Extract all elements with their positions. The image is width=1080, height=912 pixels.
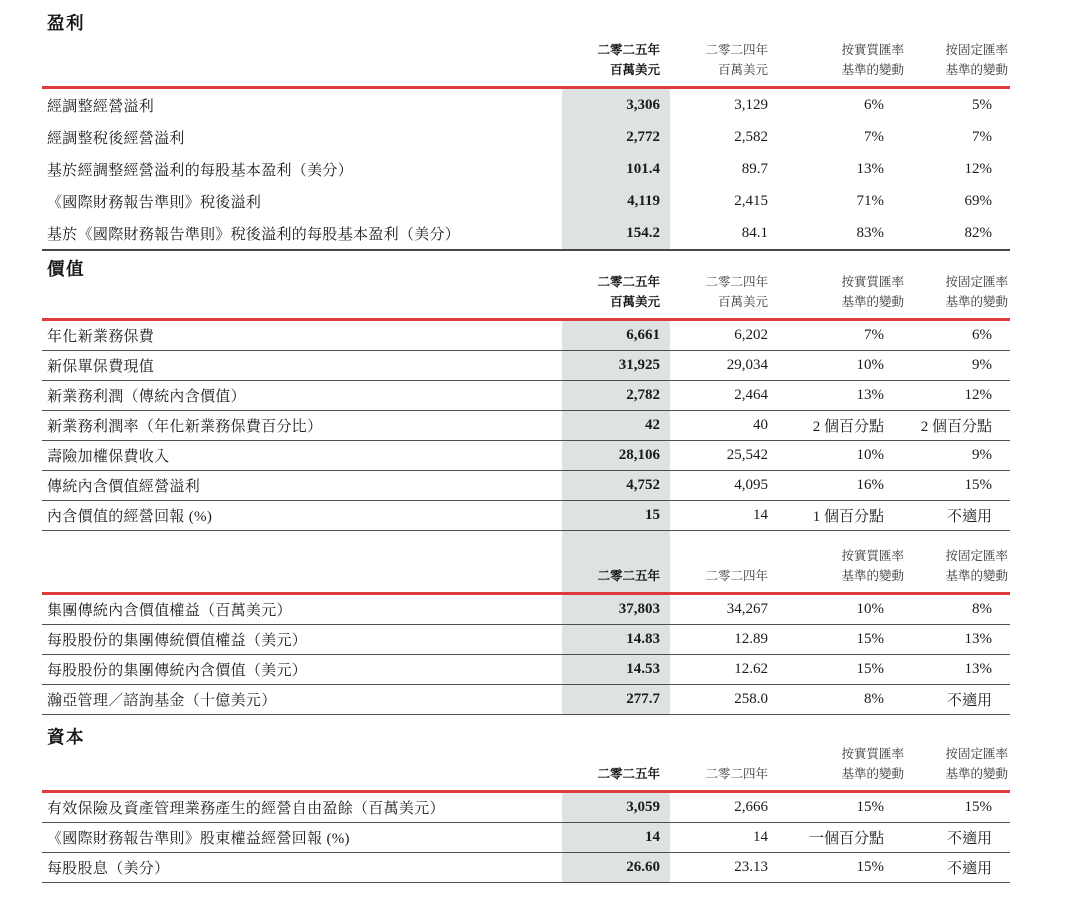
change-constant-rate: 6%	[972, 327, 992, 343]
row-label: 基於經調整經營溢利的每股基本盈利（美分）	[47, 162, 354, 179]
value-2025: 277.7	[562, 685, 670, 714]
change-constant-rate: 9%	[972, 357, 992, 373]
column-header-line: 按實質匯率	[841, 43, 904, 58]
change-constant-rate: 12%	[964, 387, 992, 403]
section-title-capital: 資本	[47, 727, 85, 747]
change-constant-rate: 7%	[972, 128, 992, 145]
column-header-line: 二零二四年	[705, 766, 768, 781]
value-2024: 14	[753, 829, 768, 845]
row-label: 壽險加權保費收入	[47, 449, 170, 465]
change-constant-rate: 15%	[964, 799, 992, 815]
column-header-line: 按固定匯率	[945, 275, 1008, 290]
change-constant-rate: 不適用	[946, 693, 992, 709]
table-row	[42, 217, 1010, 249]
column-header-line: 按實質匯率	[841, 549, 904, 564]
change-constant-rate: 12%	[964, 160, 992, 177]
change-actual-rate: 15%	[856, 799, 884, 815]
value-2025: 4,119	[562, 185, 670, 217]
change-actual-rate: 一個百分點	[808, 831, 884, 847]
change-constant-rate: 8%	[972, 601, 992, 617]
change-actual-rate: 10%	[856, 601, 884, 617]
column-header-line: 二零二四年	[705, 43, 768, 58]
column-header-line: 基準的變動	[945, 766, 1008, 781]
table-body	[42, 595, 1010, 715]
row-label: 經調整經營溢利	[47, 98, 155, 115]
value-2024: 2,666	[734, 799, 768, 815]
column-header-line: 基準的變動	[841, 62, 904, 77]
column-header-line: 百萬美元	[609, 62, 660, 77]
column-header-line: 二零二五年	[597, 43, 660, 58]
change-constant-rate: 5%	[972, 96, 992, 113]
column-header-change-actual-rate	[776, 749, 908, 790]
table-row	[42, 853, 1010, 883]
value-2024: 29,034	[726, 357, 768, 373]
column-header-line: 基準的變動	[945, 568, 1008, 583]
table-row	[42, 381, 1010, 411]
column-header-line: 二零二五年	[597, 568, 660, 583]
column-header-2024	[670, 275, 776, 318]
value-2024: 14	[753, 507, 768, 523]
value-table-secondary	[42, 531, 1010, 715]
table-row	[42, 153, 1010, 185]
column-header-change-constant-rate	[908, 749, 1010, 790]
table-header	[42, 749, 1010, 793]
column-header-line: 百萬美元	[717, 294, 768, 309]
table-row	[42, 501, 1010, 531]
row-label: 基於《國際財務報告準則》稅後溢利的每股基本盈利（美分）	[47, 226, 461, 243]
column-header-line: 百萬美元	[609, 294, 660, 309]
column-header-line: 按固定匯率	[945, 43, 1008, 58]
column-header-2025	[562, 275, 670, 318]
column-header-2025	[562, 531, 670, 592]
value-2025: 42	[562, 411, 670, 440]
value-2025: 31,925	[562, 351, 670, 380]
table-row	[42, 89, 1010, 121]
change-constant-rate: 13%	[964, 661, 992, 677]
change-constant-rate: 2 個百分點	[920, 419, 992, 435]
row-label: 年化新業務保費	[47, 329, 155, 345]
row-label: 《國際財務報告準則》股東權益經營回報 (%)	[47, 831, 350, 847]
change-actual-rate: 15%	[856, 631, 884, 647]
row-label: 瀚亞管理／諮詢基金（十億美元）	[47, 693, 277, 709]
section-capital	[42, 725, 1080, 883]
column-header-line: 按實質匯率	[841, 747, 904, 762]
column-header-change-constant-rate	[908, 275, 1010, 318]
change-actual-rate: 10%	[856, 447, 884, 463]
column-header-line: 基準的變動	[841, 568, 904, 583]
value-2024: 12.62	[734, 661, 768, 677]
change-actual-rate: 71%	[856, 192, 884, 209]
table-header	[42, 531, 1010, 595]
row-label: 傳統內含價值經營溢利	[47, 479, 201, 495]
value-2024: 2,415	[734, 192, 768, 209]
value-2024: 34,267	[726, 601, 768, 617]
value-2025: 14	[562, 823, 670, 852]
column-header-change-actual-rate	[776, 531, 908, 592]
value-2024: 6,202	[734, 327, 768, 343]
column-header-2024	[670, 531, 776, 592]
change-constant-rate: 15%	[964, 477, 992, 493]
change-constant-rate: 9%	[972, 447, 992, 463]
header-spacer	[42, 749, 562, 790]
value-2025: 28,106	[562, 441, 670, 470]
value-2025: 154.2	[562, 217, 670, 249]
value-2025: 26.60	[562, 853, 670, 882]
column-header-2025	[562, 35, 670, 86]
value-2025: 6,661	[562, 321, 670, 350]
column-header-line: 二零二五年	[597, 766, 660, 781]
value-2025: 2,772	[562, 121, 670, 153]
row-label: 每股股份的集團傳統價值權益（美元）	[47, 633, 308, 649]
table-row	[42, 121, 1010, 153]
column-header-change-actual-rate	[776, 275, 908, 318]
value-2024: 25,542	[726, 447, 768, 463]
change-actual-rate: 83%	[856, 224, 884, 241]
value-2024: 2,582	[734, 128, 768, 145]
column-header-2024	[670, 749, 776, 790]
value-2024: 23.13	[734, 859, 768, 875]
table-row	[42, 655, 1010, 685]
change-constant-rate: 13%	[964, 631, 992, 647]
column-header-line: 按固定匯率	[945, 747, 1008, 762]
value-2025: 2,782	[562, 381, 670, 410]
table-row	[42, 411, 1010, 441]
row-label: 集團傳統內含價值權益（百萬美元）	[47, 603, 292, 619]
table-row	[42, 441, 1010, 471]
row-label: 經調整稅後經營溢利	[47, 130, 185, 147]
row-label: 每股股息（美分）	[47, 861, 170, 877]
value-2024: 3,129	[734, 96, 768, 113]
table-row	[42, 471, 1010, 501]
column-header-line: 按實質匯率	[841, 275, 904, 290]
value-2025: 14.53	[562, 655, 670, 684]
profit-table	[42, 35, 1010, 251]
change-actual-rate: 15%	[856, 661, 884, 677]
column-header-2025	[562, 749, 670, 790]
table-body	[42, 321, 1010, 531]
row-label: 《國際財務報告準則》稅後溢利	[47, 194, 262, 211]
column-header-line: 百萬美元	[717, 62, 768, 77]
table-row	[42, 321, 1010, 351]
change-actual-rate: 10%	[856, 357, 884, 373]
table-row	[42, 625, 1010, 655]
column-header-line: 基準的變動	[945, 62, 1008, 77]
table-row	[42, 823, 1010, 853]
change-constant-rate: 82%	[964, 224, 992, 241]
change-actual-rate: 13%	[856, 387, 884, 403]
change-actual-rate: 2 個百分點	[812, 419, 884, 435]
value-2025: 14.83	[562, 625, 670, 654]
change-constant-rate: 69%	[964, 192, 992, 209]
change-actual-rate: 7%	[864, 128, 884, 145]
change-actual-rate: 7%	[864, 327, 884, 343]
row-label: 每股股份的集團傳統內含價值（美元）	[47, 663, 308, 679]
section-title-value: 價值	[47, 259, 85, 279]
change-actual-rate: 6%	[864, 96, 884, 113]
column-header-line: 二零二四年	[705, 568, 768, 583]
column-header-line: 二零二四年	[705, 275, 768, 290]
section-value	[42, 257, 1080, 715]
column-header-line: 二零二五年	[597, 275, 660, 290]
column-header-change-actual-rate	[776, 35, 908, 86]
column-header-line: 基準的變動	[945, 294, 1008, 309]
value-2025: 15	[562, 501, 670, 530]
change-constant-rate: 不適用	[946, 831, 992, 847]
section-profit	[42, 11, 1080, 251]
value-2024: 89.7	[741, 160, 768, 177]
table-row	[42, 595, 1010, 625]
column-header-line: 按固定匯率	[945, 549, 1008, 564]
row-label: 有效保險及資產管理業務產生的經營自由盈餘（百萬美元）	[47, 801, 445, 817]
value-2024: 4,095	[734, 477, 768, 493]
table-row	[42, 685, 1010, 715]
change-constant-rate: 不適用	[946, 509, 992, 525]
row-label: 內含價值的經營回報 (%)	[47, 509, 213, 525]
section-title-profit: 盈利	[47, 13, 85, 33]
value-2025: 3,306	[562, 89, 670, 121]
table-row	[42, 351, 1010, 381]
change-actual-rate: 16%	[856, 477, 884, 493]
value-2024: 12.89	[734, 631, 768, 647]
value-2024: 40	[753, 417, 768, 433]
header-spacer	[42, 35, 562, 86]
value-2025: 101.4	[562, 153, 670, 185]
table-row	[42, 793, 1010, 823]
table-header	[42, 275, 1010, 321]
value-table-primary	[42, 275, 1010, 531]
capital-table	[42, 749, 1010, 883]
row-label: 新保單保費現值	[47, 359, 155, 375]
table-row	[42, 185, 1010, 217]
table-header	[42, 35, 1010, 89]
value-2024: 258.0	[734, 691, 768, 707]
column-header-line: 基準的變動	[841, 294, 904, 309]
value-2024: 84.1	[741, 224, 768, 241]
column-header-line: 基準的變動	[841, 766, 904, 781]
change-actual-rate: 8%	[864, 691, 884, 707]
value-2025: 3,059	[562, 793, 670, 822]
column-header-change-constant-rate	[908, 531, 1010, 592]
value-2025: 37,803	[562, 595, 670, 624]
change-constant-rate: 不適用	[946, 861, 992, 877]
row-label: 新業務利潤（傳統內含價值）	[47, 389, 246, 405]
change-actual-rate: 15%	[856, 859, 884, 875]
table-body	[42, 89, 1010, 251]
value-2024: 2,464	[734, 387, 768, 403]
value-2025: 4,752	[562, 471, 670, 500]
column-header-2024	[670, 35, 776, 86]
column-header-change-constant-rate	[908, 35, 1010, 86]
header-spacer	[42, 531, 562, 592]
header-spacer	[42, 281, 562, 318]
change-actual-rate: 13%	[856, 160, 884, 177]
change-actual-rate: 1 個百分點	[812, 509, 884, 525]
table-body	[42, 793, 1010, 883]
row-label: 新業務利潤率（年化新業務保費百分比）	[47, 419, 323, 435]
